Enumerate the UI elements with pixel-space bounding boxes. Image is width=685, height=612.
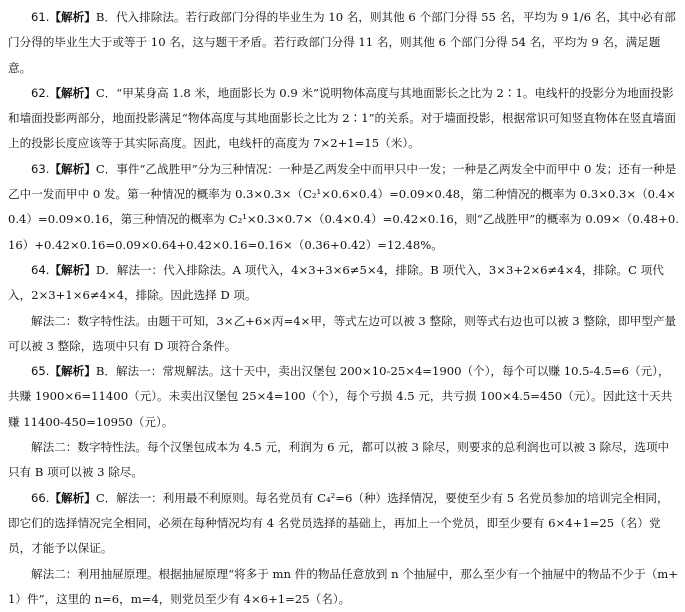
paragraph-text: C．“甲某身高 1.8 米，地面影长为 0.9 米”说明物体高度与其地面影长之比为 2∶1。电线杆的投影分为地面投影和墙面投影两部分，地面投影满足“物体高度与其地面影长之比为 2∶1”的关系。对于墙面投影，根据常识可知竖直物体在竖直墙面上的投影长度应该等于其实际高度。因此，电线杆的高度为 7×2+1=15（米）。 [8, 85, 676, 151]
paragraph-65-method-2 [8, 435, 679, 486]
item-number: 66. [31, 490, 50, 505]
analysis-tag: 【解析】 [49, 85, 96, 100]
paragraph-text: B．代入排除法。若行政部门分得的毕业生为 10 名，则其他 6 个部门分得 55 名，平均为 9 1/6 名，其中必有部门分得的毕业生大于或等于 10 名，这与题干矛盾。若行政部门分得 11 名，则其他 6 个部门分得 54 名，平均为 9 名，满足题意。 [8, 10, 676, 75]
paragraph-text: 解法二：利用抽屉原理。根据抽屉原理“将多于 mn 件的物品任意放到 n 个抽屉中，那么至少有一个抽屉中的物品不少于（m+1）件”，这里的 n=6，m=4，则党员至少有 4×6+1=25（名）。 [8, 566, 678, 606]
paragraph-62 [8, 81, 679, 157]
paragraph-text: 解法二：数字特性法。由题干可知，3×乙+6×丙=4×甲，等式左边可以被 3 整除，则等式右边也可以被 3 整除，即甲型产量可以被 3 整除，选项中只有 D 项符合条件。 [8, 313, 677, 353]
item-number: 63. [31, 161, 50, 176]
paragraph-61 [8, 5, 679, 81]
item-number: 61. [31, 10, 50, 24]
item-number: 62. [31, 85, 50, 100]
paragraph-66 [8, 486, 679, 562]
paragraph-text: B．解法一：常规解法。这十天中，卖出汉堡包 200×10-25×4=1900（个），每个可以赚 10.5-4.5=6（元），共赚 1900×6=11400（元）。未卖出汉堡包 25×4=100（个），每个亏损 4.5 元，共亏损 100×4.5=450（元）。因此这十天共赚 11400-450=10950（元）。 [8, 364, 673, 429]
item-number: 64. [31, 262, 50, 277]
analysis-tag: 【解析】 [49, 490, 96, 505]
paragraph-66-method-2 [8, 562, 679, 612]
paragraph-text: C．解法一：利用最不利原则。每名党员有 C₄²=6（种）选择情况，要使至少有 5 名党员参加的培训完全相同，即它们的选择情况完全相同，必须在每种情况均有 4 名党员选择的基础上，再加上一个党员，即至少要有 6×4+1=25（名）党员，才能予以保证。 [8, 490, 669, 556]
item-number: 65. [31, 364, 50, 379]
paragraph-65 [8, 359, 679, 435]
paragraph-63 [8, 157, 679, 258]
paragraph-64-method-2 [8, 309, 679, 360]
paragraph-text: D．解法一：代入排除法。A 项代入，4×3+3×6≠5×4，排除。B 项代入，3×3+2×6≠4×4，排除。C 项代入，2×3+1×6≠4×4，排除。因此选择 D 项。 [8, 262, 664, 303]
paragraph-64 [8, 258, 679, 309]
analysis-tag: 【解析】 [49, 364, 96, 379]
analysis-tag: 【解析】 [49, 262, 96, 277]
paragraph-text: 解法二：数字特性法。每个汉堡包成本为 4.5 元，利润为 6 元，都可以被 3 除尽，则要求的总利润也可以被 3 除尽，选项中只有 B 项可以被 3 除尽。 [8, 440, 670, 480]
paragraph-text: C．事件“乙战胜甲”分为三种情况：一种是乙两发全中而甲只中一发；一种是乙两发全中而甲中 0 发；还有一种是乙中一发而甲中 0 发。第一种情况的概率为 0.3×0.3×（C₂¹×0.6×0.4）=0.09×0.48，第二种情况的概率为 0.3×0.3×（0.4×0.4）=0.09×0.16，第三种情况的概率为 C₂¹×0.3×0.7×（0.4×0.4）=0.42×0.16，则“乙战胜甲”的概率为 0.09×（0.48+0.16）+0.42×0.16=0.09×0.64+0.42×0.16=0.16×（0.36+0.42）=12.48%。 [8, 161, 679, 252]
analysis-tag: 【解析】 [49, 10, 96, 24]
analysis-tag: 【解析】 [49, 161, 96, 176]
